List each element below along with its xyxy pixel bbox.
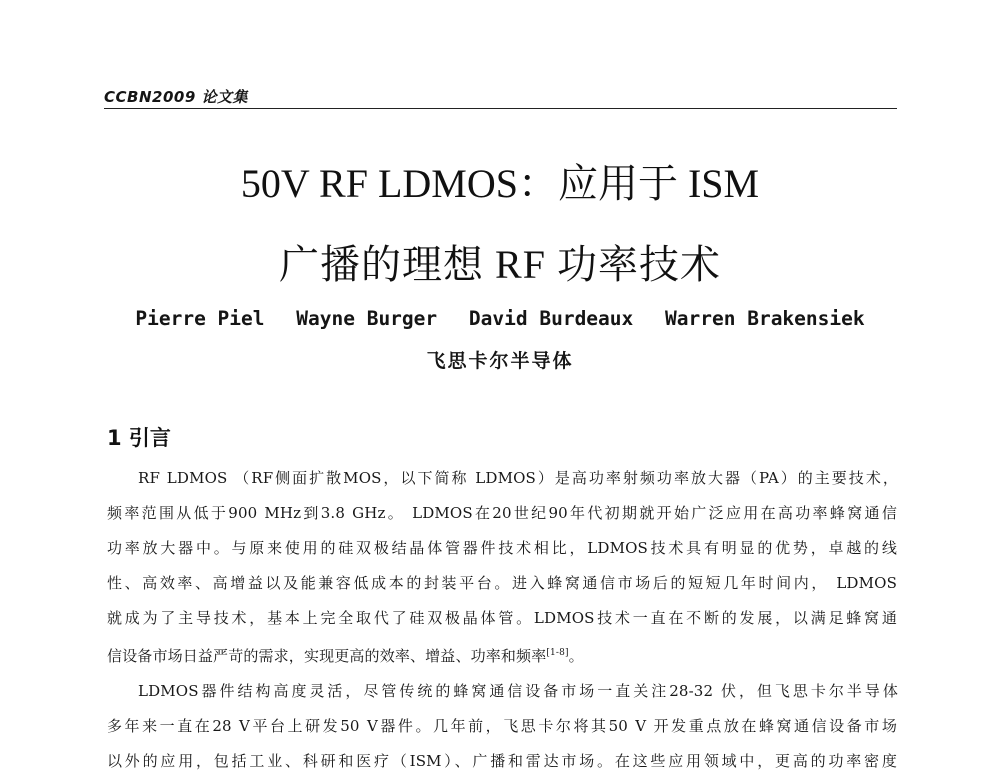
body-text-line: 就成为了主导技术，基本上完全取代了硅双极晶体管。LDMOS技术一直在不断的发展，以满足蜂窝通 bbox=[107, 609, 897, 627]
body-text-line: 多年来一直在28 V平台上研发50 V器件。几年前，飞思卡尔将其50 V 开发重点放在蜂窝通信设备市场 bbox=[107, 717, 897, 735]
body-text-line: 功率放大器中。与原来使用的硅双极结晶体管器件技术相比，LDMOS技术具有明显的优势，卓越的线 bbox=[107, 539, 897, 557]
author-list bbox=[0, 307, 1000, 330]
body-text-line: LDMOS器件结构高度灵活，尽管传统的蜂窝通信设备市场一直关注28-32 伏，但飞思卡尔半导体 bbox=[138, 682, 898, 700]
body-text-line: 以外的应用，包括工业、科研和医疗（ISM）、广播和雷达市场。在这些应用领域中，更高的功率密度 bbox=[107, 752, 897, 770]
running-head: CCBN2009 论文集 bbox=[104, 88, 248, 106]
paper-title-line-1: 50V RF LDMOS：应用于 ISM bbox=[240, 161, 760, 206]
citation-reference: [1-8] bbox=[546, 648, 569, 658]
author-name: Pierre Piel bbox=[135, 307, 265, 330]
body-text-segment: 信设备市场日益严苛的需求，实现更高的效率、增益、功率和频率 bbox=[107, 647, 547, 665]
author-name: David Burdeaux bbox=[468, 307, 634, 330]
body-text-segment: 。 bbox=[568, 647, 584, 665]
section-heading: 1 引言 bbox=[107, 426, 171, 450]
author-name: Wayne Burger bbox=[296, 307, 438, 330]
author-name: Warren Brakensiek bbox=[665, 307, 865, 330]
body-text-line: RF LDMOS （RF侧面扩散MOS，以下简称 LDMOS）是高功率射频功率放大器（PA）的主要技术， bbox=[138, 469, 898, 487]
body-text-line: 性、高效率、高增益以及能兼容低成本的封装平台。进入蜂窝通信市场后的短短几年时间内， LDMOS bbox=[107, 574, 897, 592]
header-rule bbox=[104, 108, 897, 109]
paper-title-line-2: 广播的理想 RF 功率技术 bbox=[279, 242, 721, 287]
affiliation: 飞思卡尔半导体 bbox=[426, 350, 574, 372]
body-text-line bbox=[107, 643, 897, 666]
body-text-line: 频率范围从低于900 MHz到3.8 GHz。 LDMOS在20世纪90年代初期就开始广泛应用在高功率蜂窝通信 bbox=[107, 504, 897, 522]
